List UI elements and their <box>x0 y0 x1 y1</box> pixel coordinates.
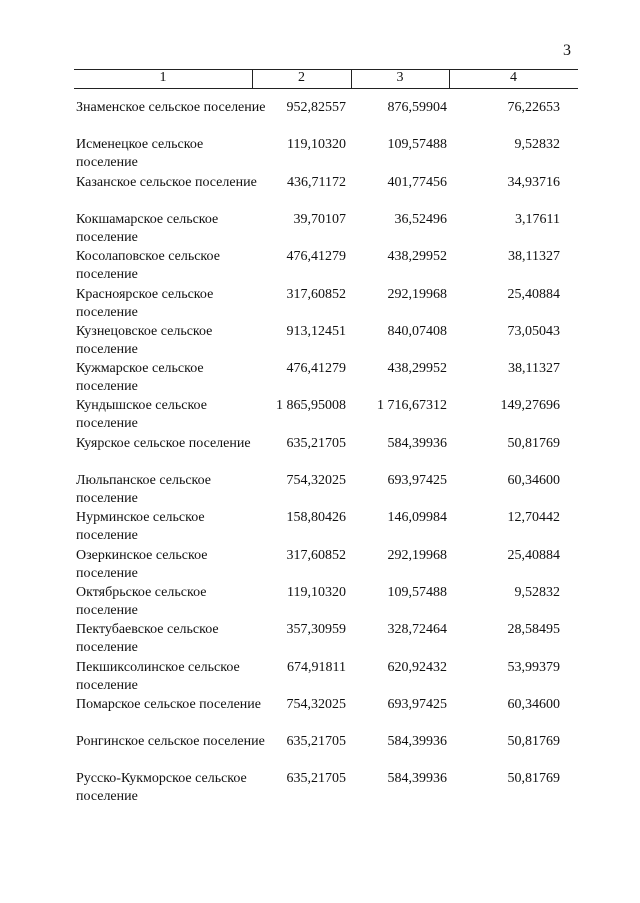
value-col-3: 401,77456 <box>387 174 447 190</box>
value-col-2: 158,80426 <box>286 510 346 526</box>
value-col-2: 119,10320 <box>287 584 346 600</box>
table-row <box>0 584 640 622</box>
value-col-3: 840,07408 <box>387 323 447 339</box>
settlement-name: Пектубаевское сельское поселение <box>76 622 219 656</box>
value-col-2: 635,21705 <box>286 734 346 750</box>
column-header-2: 2 <box>298 70 305 85</box>
table-row <box>0 248 640 286</box>
value-col-3: 876,59904 <box>387 100 447 115</box>
value-col-2: 913,12451 <box>286 323 346 339</box>
table-row <box>0 136 640 174</box>
value-col-3: 620,92432 <box>387 659 447 675</box>
table-row <box>0 509 640 547</box>
settlement-name: Кундышское сельское поселение <box>76 398 207 432</box>
settlement-name: Исменецкое сельское поселение <box>76 137 204 171</box>
value-col-2: 39,70107 <box>293 211 346 227</box>
settlement-name: Кузнецовское сельское поселение <box>76 323 213 357</box>
value-col-2: 476,41279 <box>286 249 346 265</box>
value-col-2: 436,71172 <box>287 174 346 190</box>
value-col-2: 119,10320 <box>287 137 346 153</box>
value-col-3: 109,57488 <box>387 584 447 600</box>
settlement-name: Куярское сельское поселение <box>76 435 251 451</box>
table-row <box>0 472 640 510</box>
value-col-3: 693,97425 <box>387 473 447 488</box>
value-col-4: 50,81769 <box>507 435 560 451</box>
value-col-3: 584,39936 <box>387 435 447 451</box>
settlement-name: Нурминское сельское поселение <box>76 510 205 544</box>
table-row <box>0 696 640 734</box>
value-col-3: 438,29952 <box>387 249 447 265</box>
value-col-3: 584,39936 <box>387 734 447 750</box>
value-col-2: 635,21705 <box>286 435 346 451</box>
value-col-2: 635,21705 <box>286 771 346 787</box>
settlement-name: Пекшиксолинское сельское поселение <box>76 659 240 693</box>
column-header-1: 1 <box>159 70 167 85</box>
value-col-3: 693,97425 <box>387 696 447 712</box>
value-col-4: 50,81769 <box>507 771 560 787</box>
settlement-name: Косолаповское сельское поселение <box>76 249 220 283</box>
table-row <box>0 323 640 361</box>
value-col-3: 438,29952 <box>387 361 447 377</box>
table-row <box>0 360 640 398</box>
value-col-4: 38,11327 <box>508 361 560 377</box>
table-row <box>0 547 640 585</box>
value-col-4: 9,52832 <box>514 584 560 600</box>
value-col-2: 754,32025 <box>286 696 346 712</box>
settlement-name: Озеркинское сельское поселение <box>76 547 208 581</box>
value-col-3: 109,57488 <box>387 137 447 153</box>
value-col-2: 674,91811 <box>287 659 346 675</box>
table-row <box>0 621 640 659</box>
value-col-4: 149,27696 <box>500 398 560 414</box>
value-col-3: 328,72464 <box>387 622 447 638</box>
value-col-4: 38,11327 <box>508 249 560 265</box>
settlement-name: Октябрьское сельское поселение <box>76 584 207 618</box>
value-col-2: 317,60852 <box>286 286 346 302</box>
page-number: 3 <box>563 42 571 59</box>
table-row <box>0 174 640 212</box>
value-col-4: 60,34600 <box>507 696 560 712</box>
table-row <box>0 659 640 697</box>
table-row <box>0 733 640 771</box>
table-header <box>74 69 578 91</box>
table-row <box>0 286 640 324</box>
table-row <box>0 435 640 473</box>
table-row <box>0 99 640 137</box>
value-col-4: 50,81769 <box>507 734 560 750</box>
value-col-4: 25,40884 <box>507 547 560 563</box>
value-col-2: 952,82557 <box>286 100 346 115</box>
value-col-4: 12,70442 <box>507 510 560 526</box>
settlement-name: Русско-Кукморское сельское поселение <box>76 771 247 805</box>
settlement-name: Помарское сельское поселение <box>76 696 262 712</box>
settlement-name: Знаменское сельское поселение <box>76 100 266 115</box>
value-col-4: 25,40884 <box>507 286 560 302</box>
value-col-3: 36,52496 <box>394 211 447 227</box>
column-header-3: 3 <box>396 70 404 85</box>
settlement-name: Красноярское сельское поселение <box>76 286 214 320</box>
value-col-2: 357,30959 <box>286 622 346 638</box>
table-row <box>0 770 640 808</box>
value-col-3: 292,19968 <box>387 547 447 563</box>
value-col-3: 1 716,67312 <box>377 398 447 414</box>
table-row <box>0 211 640 249</box>
value-col-2: 317,60852 <box>286 547 346 563</box>
settlement-name: Кокшамарское сельское поселение <box>76 211 219 245</box>
value-col-2: 754,32025 <box>286 473 346 488</box>
value-col-4: 34,93716 <box>507 174 560 190</box>
value-col-3: 292,19968 <box>387 286 447 302</box>
value-col-3: 146,09984 <box>387 510 447 526</box>
value-col-4: 9,52832 <box>514 137 560 153</box>
value-col-4: 60,34600 <box>507 473 560 488</box>
value-col-4: 3,17611 <box>515 211 560 227</box>
settlement-name: Ронгинское сельское поселение <box>76 734 265 750</box>
column-header-4: 4 <box>510 70 517 85</box>
settlement-name: Кужмарское сельское поселение <box>76 361 204 395</box>
settlement-name: Люльпанское сельское поселение <box>76 473 212 506</box>
value-col-4: 53,99379 <box>507 659 560 675</box>
value-col-2: 476,41279 <box>286 361 346 377</box>
value-col-4: 28,58495 <box>507 622 560 638</box>
table-row <box>0 397 640 435</box>
value-col-3: 584,39936 <box>387 771 447 787</box>
value-col-4: 73,05043 <box>507 323 560 339</box>
value-col-4: 76,22653 <box>507 100 560 115</box>
header-bottom-rule <box>74 88 578 89</box>
settlement-name: Казанское сельское поселение <box>76 174 257 190</box>
value-col-2: 1 865,95008 <box>276 398 346 414</box>
